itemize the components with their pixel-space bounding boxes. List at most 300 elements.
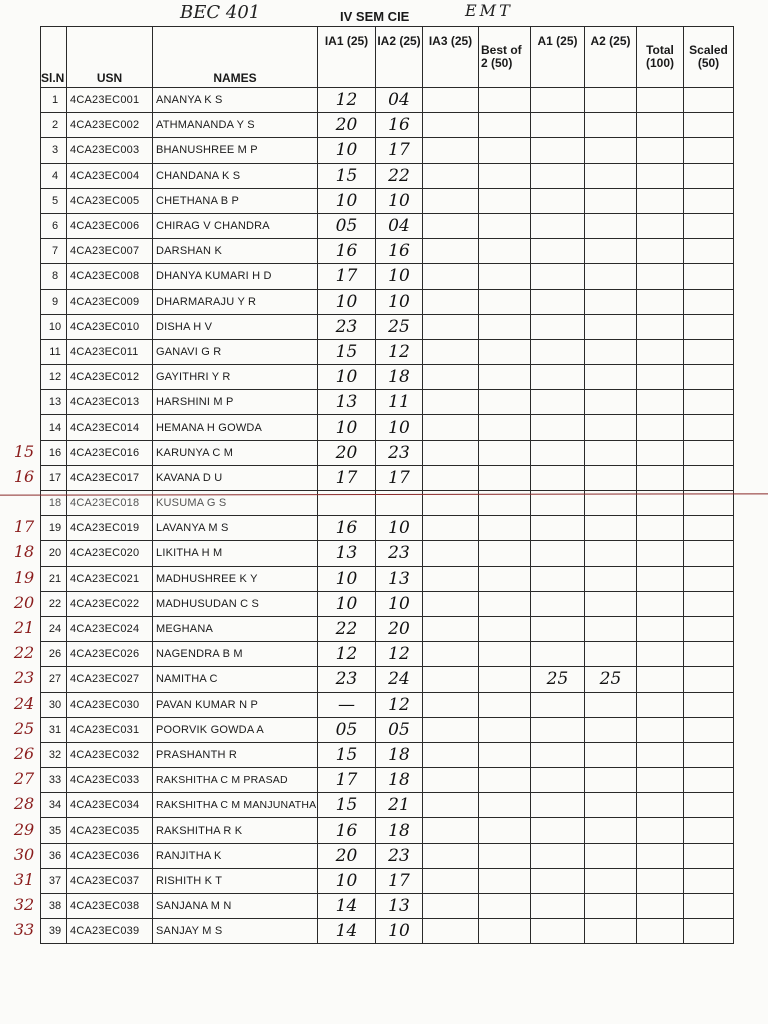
total-cell: [637, 339, 684, 364]
best-cell: [479, 88, 531, 113]
ia2-cell: 13: [376, 894, 423, 919]
name-cell: CHANDANA K S: [153, 163, 318, 188]
ia1-cell: 20: [318, 440, 376, 465]
usn-cell: 4CA23EC018: [67, 491, 153, 516]
name-cell: ATHMANANDA Y S: [153, 113, 318, 138]
ia3-cell: [423, 163, 479, 188]
col-header-ia3: IA3 (25): [423, 27, 479, 88]
name-cell: RAKSHITHA C M PRASAD: [153, 768, 318, 793]
margin-number: 31: [13, 869, 35, 889]
ia3-cell: [423, 264, 479, 289]
best-cell: [479, 742, 531, 767]
usn-cell: 4CA23EC021: [67, 566, 153, 591]
ia1-cell: 10: [318, 289, 376, 314]
a1-cell: [531, 314, 585, 339]
usn-cell: 4CA23EC037: [67, 868, 153, 893]
scaled-cell: [684, 717, 734, 742]
total-cell: [637, 289, 684, 314]
a2-cell: [585, 113, 637, 138]
table-row: [41, 415, 734, 440]
ia3-cell: [423, 616, 479, 641]
a2-cell: [585, 692, 637, 717]
scaled-cell: [684, 667, 734, 692]
a1-cell: [531, 894, 585, 919]
a1-cell: [531, 465, 585, 490]
a1-cell: [531, 264, 585, 289]
total-cell: [637, 465, 684, 490]
a1-cell: 25: [531, 667, 585, 692]
total-cell: [637, 717, 684, 742]
ia3-cell: [423, 717, 479, 742]
scaled-cell: [684, 390, 734, 415]
best-cell: [479, 239, 531, 264]
best-cell: [479, 642, 531, 667]
usn-cell: 4CA23EC026: [67, 642, 153, 667]
table-row: [41, 541, 734, 566]
name-cell: GANAVI G R: [153, 339, 318, 364]
margin-number: 22: [13, 643, 35, 663]
ia3-cell: [423, 188, 479, 213]
best-cell: [479, 188, 531, 213]
best-cell: [479, 390, 531, 415]
ia1-cell: 16: [318, 516, 376, 541]
name-cell: KARUNYA C M: [153, 440, 318, 465]
best-cell: [479, 843, 531, 868]
sl-no-cell: 9: [41, 289, 67, 314]
margin-number: 21: [13, 618, 35, 638]
total-cell: [637, 843, 684, 868]
ia2-cell: 17: [376, 465, 423, 490]
ia2-cell: 10: [376, 591, 423, 616]
total-cell: [637, 591, 684, 616]
a2-cell: [585, 314, 637, 339]
margin-number: 16: [13, 466, 35, 486]
ia2-cell: 04: [376, 213, 423, 238]
ia3-cell: [423, 516, 479, 541]
usn-cell: 4CA23EC022: [67, 591, 153, 616]
sl-no-cell: 24: [41, 616, 67, 641]
table-row: [41, 818, 734, 843]
table-row: [41, 793, 734, 818]
margin-number: 26: [13, 743, 35, 763]
course-code: BEC 401: [180, 2, 261, 23]
ia3-cell: [423, 415, 479, 440]
ia1-cell: 05: [318, 213, 376, 238]
margin-number: 33: [13, 920, 35, 940]
total-cell: [637, 314, 684, 339]
total-cell: [637, 768, 684, 793]
usn-cell: 4CA23EC027: [67, 667, 153, 692]
a1-cell: [531, 616, 585, 641]
ia1-cell: 12: [318, 642, 376, 667]
name-cell: PRASHANTH R: [153, 742, 318, 767]
ia2-cell: 24: [376, 667, 423, 692]
best-cell: [479, 339, 531, 364]
a1-cell: [531, 919, 585, 944]
usn-cell: 4CA23EC001: [67, 88, 153, 113]
ia3-cell: [423, 894, 479, 919]
usn-cell: 4CA23EC035: [67, 818, 153, 843]
name-cell: MADHUSHREE K Y: [153, 566, 318, 591]
table-row: [41, 390, 734, 415]
a2-cell: [585, 591, 637, 616]
ia3-cell: [423, 541, 479, 566]
scaled-cell: [684, 314, 734, 339]
best-cell: [479, 692, 531, 717]
a1-cell: [531, 717, 585, 742]
best-cell: [479, 415, 531, 440]
sl-no-cell: 12: [41, 365, 67, 390]
scaled-cell: [684, 793, 734, 818]
ia2-cell: 18: [376, 365, 423, 390]
ia3-cell: [423, 919, 479, 944]
ia3-cell: [423, 768, 479, 793]
best-cell: [479, 440, 531, 465]
best-cell: [479, 163, 531, 188]
best-cell: [479, 113, 531, 138]
name-cell: MADHUSUDAN C S: [153, 591, 318, 616]
a1-cell: [531, 163, 585, 188]
sl-no-cell: 31: [41, 717, 67, 742]
scaled-cell: [684, 113, 734, 138]
name-cell: POORVIK GOWDA A: [153, 717, 318, 742]
a2-cell: [585, 264, 637, 289]
name-cell: RAKSHITHA C M MANJUNATHA: [153, 793, 318, 818]
total-cell: [637, 642, 684, 667]
ia3-cell: [423, 818, 479, 843]
scaled-cell: [684, 163, 734, 188]
a2-cell: [585, 818, 637, 843]
sl-no-cell: 5: [41, 188, 67, 213]
name-cell: MEGHANA: [153, 616, 318, 641]
scaled-cell: [684, 516, 734, 541]
scaled-cell: [684, 868, 734, 893]
usn-cell: 4CA23EC007: [67, 239, 153, 264]
sl-no-cell: 16: [41, 440, 67, 465]
a2-cell: [585, 793, 637, 818]
a2-cell: [585, 642, 637, 667]
a2-cell: 25: [585, 667, 637, 692]
scaled-cell: [684, 188, 734, 213]
best-cell: [479, 213, 531, 238]
name-cell: LAVANYA M S: [153, 516, 318, 541]
best-cell: [479, 717, 531, 742]
a1-cell: [531, 566, 585, 591]
margin-number: 18: [13, 542, 35, 562]
ia1-cell: 12: [318, 88, 376, 113]
ia1-cell: 10: [318, 188, 376, 213]
scaled-cell: [684, 415, 734, 440]
table-row: [41, 868, 734, 893]
table-row: [41, 843, 734, 868]
sl-no-cell: 3: [41, 138, 67, 163]
col-header-a2: A2 (25): [585, 27, 637, 88]
a2-cell: [585, 239, 637, 264]
usn-cell: 4CA23EC005: [67, 188, 153, 213]
sl-no-cell: 38: [41, 894, 67, 919]
scaled-cell: [684, 541, 734, 566]
ia1-cell: 10: [318, 415, 376, 440]
table-row: [41, 591, 734, 616]
name-cell: NAMITHA C: [153, 667, 318, 692]
sl-no-cell: 2: [41, 113, 67, 138]
best-cell: [479, 264, 531, 289]
total-cell: [637, 894, 684, 919]
a1-cell: [531, 692, 585, 717]
sl-no-cell: 33: [41, 768, 67, 793]
table-row: [41, 314, 734, 339]
sl-no-cell: 35: [41, 818, 67, 843]
col-header-scaled: Scaled (50): [684, 27, 734, 88]
total-cell: [637, 692, 684, 717]
margin-number: 25: [13, 718, 35, 738]
ia2-cell: 10: [376, 919, 423, 944]
ia1-cell: 15: [318, 742, 376, 767]
table-row: [41, 516, 734, 541]
ia3-cell: [423, 213, 479, 238]
ia2-cell: 18: [376, 818, 423, 843]
ia2-cell: 10: [376, 289, 423, 314]
name-cell: CHIRAG V CHANDRA: [153, 213, 318, 238]
a1-cell: [531, 793, 585, 818]
usn-cell: 4CA23EC020: [67, 541, 153, 566]
ia1-cell: 23: [318, 314, 376, 339]
name-cell: RAKSHITHA R K: [153, 818, 318, 843]
table-row: [41, 894, 734, 919]
total-cell: [637, 742, 684, 767]
best-cell: [479, 138, 531, 163]
sl-no-cell: 14: [41, 415, 67, 440]
table-row: [41, 440, 734, 465]
margin-number: 23: [13, 668, 35, 688]
best-cell: [479, 541, 531, 566]
ia2-cell: 13: [376, 566, 423, 591]
sl-no-cell: 17: [41, 465, 67, 490]
ia1-cell: 10: [318, 138, 376, 163]
ia2-cell: 17: [376, 138, 423, 163]
ia2-cell: 16: [376, 113, 423, 138]
a1-cell: [531, 239, 585, 264]
best-cell: [479, 289, 531, 314]
a1-cell: [531, 390, 585, 415]
usn-cell: 4CA23EC002: [67, 113, 153, 138]
best-cell: [479, 667, 531, 692]
ia2-cell: 10: [376, 188, 423, 213]
ia2-cell: 12: [376, 642, 423, 667]
sl-no-cell: 13: [41, 390, 67, 415]
name-cell: RISHITH K T: [153, 868, 318, 893]
a2-cell: [585, 88, 637, 113]
best-cell: [479, 516, 531, 541]
ia1-cell: 14: [318, 919, 376, 944]
sl-no-cell: 1: [41, 88, 67, 113]
sl-no-cell: 7: [41, 239, 67, 264]
col-header-names: NAMES: [153, 27, 318, 88]
a1-cell: [531, 868, 585, 893]
scaled-cell: [684, 465, 734, 490]
a2-cell: [585, 188, 637, 213]
table-row: [41, 163, 734, 188]
usn-cell: 4CA23EC032: [67, 742, 153, 767]
best-cell: [479, 314, 531, 339]
a1-cell: [531, 843, 585, 868]
a1-cell: [531, 188, 585, 213]
margin-number: 20: [13, 592, 35, 612]
table-row: [41, 188, 734, 213]
sl-no-cell: 8: [41, 264, 67, 289]
name-cell: KUSUMA G S: [153, 491, 318, 516]
name-cell: HARSHINI M P: [153, 390, 318, 415]
ia1-cell: 22: [318, 616, 376, 641]
best-cell: [479, 591, 531, 616]
name-cell: RANJITHA K: [153, 843, 318, 868]
usn-cell: 4CA23EC012: [67, 365, 153, 390]
table-row: [41, 365, 734, 390]
col-header-ia2: IA2 (25): [376, 27, 423, 88]
ia3-cell: [423, 667, 479, 692]
table-row: [41, 465, 734, 490]
ia2-cell: 10: [376, 516, 423, 541]
ia3-cell: [423, 113, 479, 138]
name-cell: BHANUSHREE M P: [153, 138, 318, 163]
usn-cell: 4CA23EC031: [67, 717, 153, 742]
sl-no-cell: 27: [41, 667, 67, 692]
a2-cell: [585, 516, 637, 541]
a1-cell: [531, 365, 585, 390]
ia3-cell: [423, 314, 479, 339]
usn-cell: 4CA23EC038: [67, 894, 153, 919]
usn-cell: 4CA23EC030: [67, 692, 153, 717]
a2-cell: [585, 717, 637, 742]
total-cell: [637, 818, 684, 843]
a2-cell: [585, 919, 637, 944]
ia1-cell: 10: [318, 591, 376, 616]
a1-cell: [531, 113, 585, 138]
name-cell: DISHA H V: [153, 314, 318, 339]
sl-no-cell: 30: [41, 692, 67, 717]
a2-cell: [585, 768, 637, 793]
a1-cell: [531, 440, 585, 465]
table-row: [41, 667, 734, 692]
ia3-cell: [423, 566, 479, 591]
ia1-cell: 15: [318, 793, 376, 818]
ia3-cell: [423, 642, 479, 667]
ia3-cell: [423, 289, 479, 314]
ia3-cell: [423, 390, 479, 415]
total-cell: [637, 616, 684, 641]
ia1-cell: 23: [318, 667, 376, 692]
a1-cell: [531, 516, 585, 541]
table-row: [41, 768, 734, 793]
margin-number: 19: [13, 567, 35, 587]
usn-cell: 4CA23EC008: [67, 264, 153, 289]
total-cell: [637, 390, 684, 415]
a2-cell: [585, 440, 637, 465]
name-cell: ANANYA K S: [153, 88, 318, 113]
scaled-cell: [684, 440, 734, 465]
ia2-cell: 04: [376, 88, 423, 113]
usn-cell: 4CA23EC024: [67, 616, 153, 641]
a2-cell: [585, 415, 637, 440]
table-row: [41, 264, 734, 289]
total-cell: [637, 88, 684, 113]
ia2-cell: 10: [376, 415, 423, 440]
ia2-cell: 11: [376, 390, 423, 415]
total-cell: [637, 239, 684, 264]
table-row: [41, 88, 734, 113]
ia3-cell: [423, 365, 479, 390]
sl-no-cell: 39: [41, 919, 67, 944]
ia1-cell: 05: [318, 717, 376, 742]
ia3-cell: [423, 793, 479, 818]
ia1-cell: 10: [318, 566, 376, 591]
table-row: [41, 919, 734, 944]
usn-cell: 4CA23EC034: [67, 793, 153, 818]
name-cell: DARSHAN K: [153, 239, 318, 264]
total-cell: [637, 793, 684, 818]
scaled-cell: [684, 365, 734, 390]
a2-cell: [585, 868, 637, 893]
name-cell: PAVAN KUMAR N P: [153, 692, 318, 717]
marks-table: [40, 26, 734, 944]
margin-number: 24: [13, 693, 35, 713]
table-row: [41, 113, 734, 138]
a1-cell: [531, 742, 585, 767]
usn-cell: 4CA23EC011: [67, 339, 153, 364]
best-cell: [479, 919, 531, 944]
scaled-cell: [684, 742, 734, 767]
best-cell: [479, 818, 531, 843]
total-cell: [637, 188, 684, 213]
ia2-cell: 17: [376, 868, 423, 893]
col-header-sl: Sl.N: [41, 27, 67, 88]
ia3-cell: [423, 692, 479, 717]
table-row: [41, 692, 734, 717]
ia1-cell: 13: [318, 541, 376, 566]
ia2-cell: 12: [376, 692, 423, 717]
col-header-a1: A1 (25): [531, 27, 585, 88]
a2-cell: [585, 843, 637, 868]
best-cell: [479, 566, 531, 591]
name-cell: DHANYA KUMARI H D: [153, 264, 318, 289]
a1-cell: [531, 138, 585, 163]
margin-number: 30: [13, 844, 35, 864]
total-cell: [637, 566, 684, 591]
a2-cell: [585, 390, 637, 415]
ia2-cell: 18: [376, 742, 423, 767]
a2-cell: [585, 616, 637, 641]
name-cell: SANJAY M S: [153, 919, 318, 944]
ia1-cell: 10: [318, 868, 376, 893]
name-cell: GAYITHRI Y R: [153, 365, 318, 390]
total-cell: [637, 440, 684, 465]
ia1-cell: 17: [318, 768, 376, 793]
a1-cell: [531, 213, 585, 238]
usn-cell: 4CA23EC016: [67, 440, 153, 465]
margin-number: 15: [13, 441, 35, 461]
usn-cell: 4CA23EC010: [67, 314, 153, 339]
a2-cell: [585, 465, 637, 490]
a1-cell: [531, 768, 585, 793]
ia3-cell: [423, 868, 479, 893]
table-row: [41, 289, 734, 314]
scaled-cell: [684, 843, 734, 868]
a1-cell: [531, 289, 585, 314]
sl-no-cell: 32: [41, 742, 67, 767]
a1-cell: [531, 591, 585, 616]
sl-no-cell: 19: [41, 516, 67, 541]
name-cell: HEMANA H GOWDA: [153, 415, 318, 440]
